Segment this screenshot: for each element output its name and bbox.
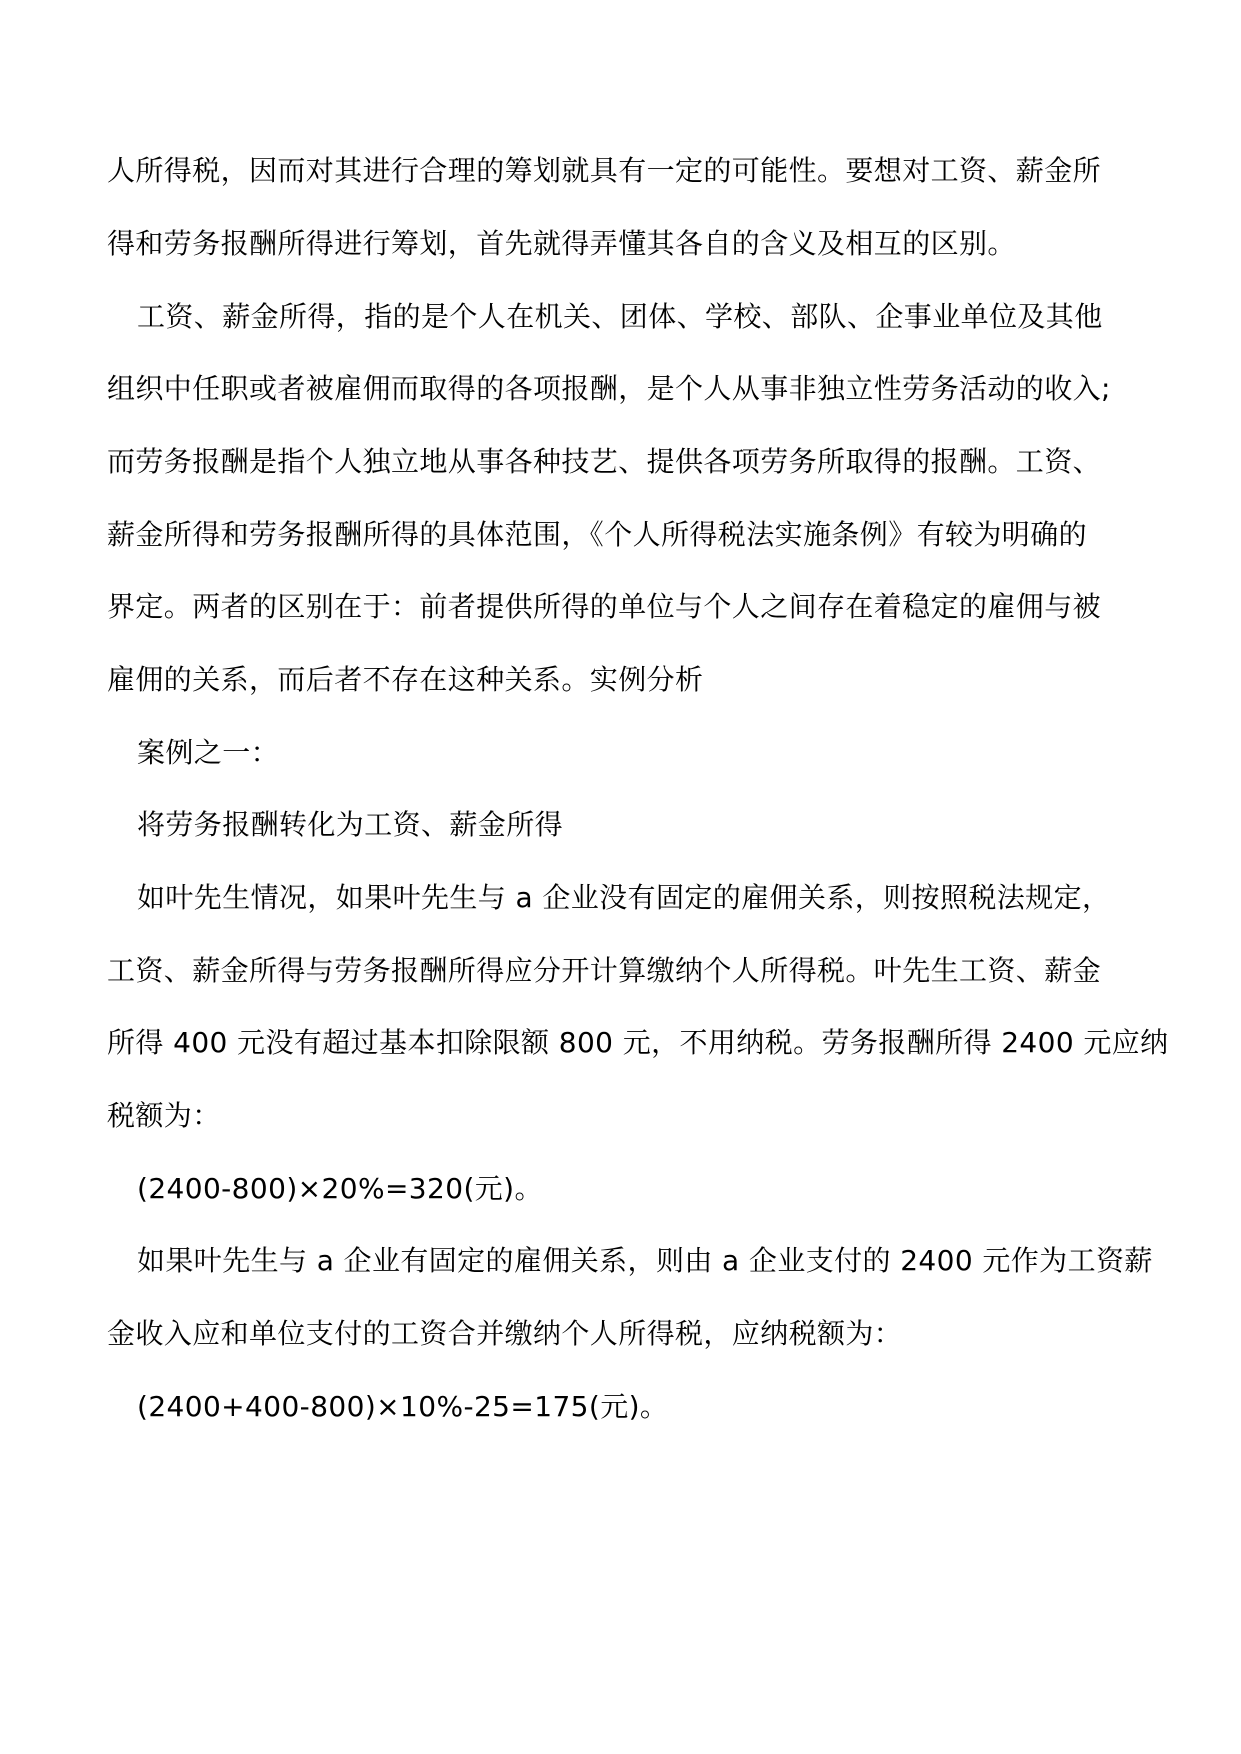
text-line-1: 人所得税，因而对其进行合理的筹划就具有一定的可能性。要想对工资、薪金所 [107,154,1102,187]
text-line-16: 如果叶先生与 a 企业有固定的雇佣关系，则由 a 企业支付的 2400 元作为工资薪 [137,1244,1153,1277]
text-line-5: 而劳务报酬是指个人独立地从事各种技艺、提供各项劳务所取得的报酬。工资、 [107,445,1102,478]
text-line-13: 所得 400 元没有超过基本扣除限额 800 元，不用纳税。劳务报酬所得 2400 元应纳 [107,1026,1169,1059]
text-line-11: 如叶先生情况，如果叶先生与 a 企业没有固定的雇佣关系，则按照税法规定， [137,881,1111,914]
text-line-4: 组织中任职或者被雇佣而取得的各项报酬，是个人从事非独立性劳务活动的收入; [107,372,1111,405]
text-line-10: 将劳务报酬转化为工资、薪金所得 [137,808,564,841]
text-line-9: 案例之一： [137,736,280,769]
text-line-15: (2400-800)×20%=320(元)。 [137,1172,543,1205]
text-line-7: 界定。两者的区别在于：前者提供所得的单位与个人之间存在着稳定的雇佣与被 [107,590,1102,623]
text-line-3: 工资、薪金所得，指的是个人在机关、团体、学校、部队、企事业单位及其他 [137,300,1103,333]
text-line-8: 雇佣的关系，而后者不存在这种关系。实例分析 [107,663,704,696]
text-line-2: 得和劳务报酬所得进行筹划，首先就得弄懂其各自的含义及相互的区别。 [107,227,1016,260]
text-line-12: 工资、薪金所得与劳务报酬所得应分开计算缴纳个人所得税。叶先生工资、薪金 [107,954,1102,987]
text-line-14: 税额为： [107,1099,221,1132]
text-line-18: (2400+400-800)×10%-25=175(元)。 [137,1390,669,1423]
text-line-6: 薪金所得和劳务报酬所得的具体范围，《个人所得税法实施条例》有较为明确的 [107,518,1088,551]
text-line-17: 金收入应和单位支付的工资合并缴纳个人所得税，应纳税额为： [107,1317,903,1350]
